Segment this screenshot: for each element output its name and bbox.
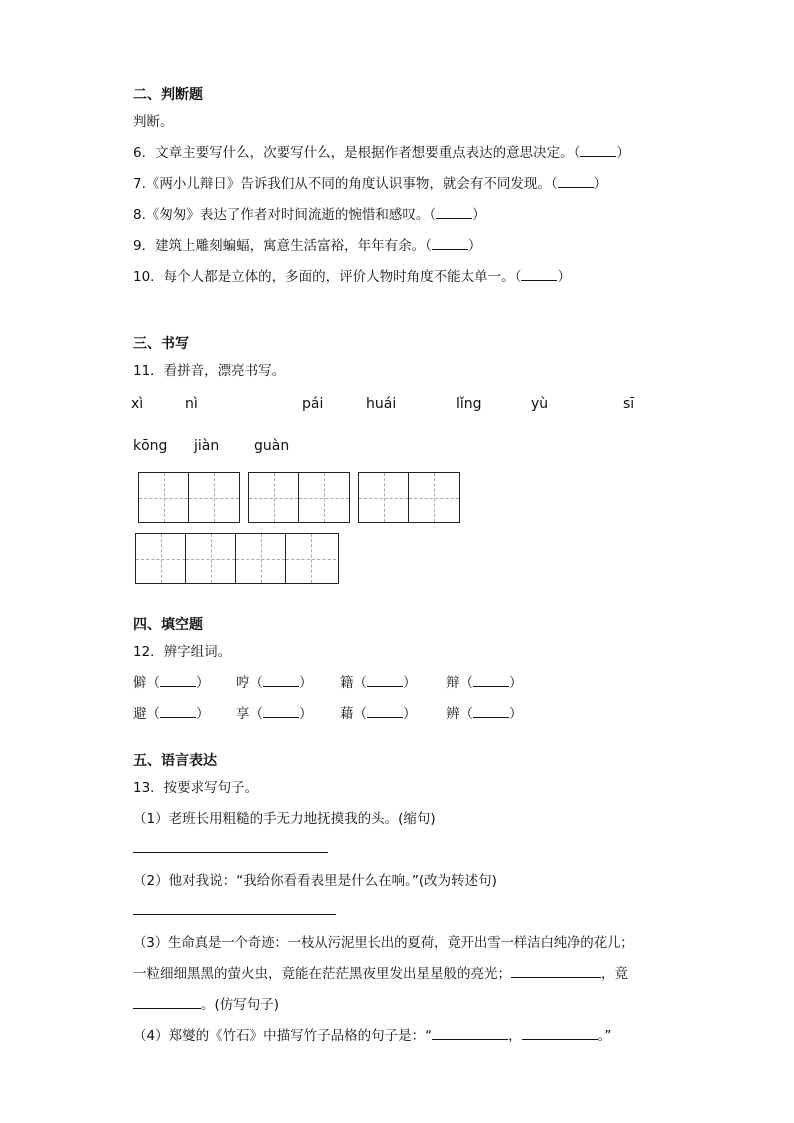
answer-line[interactable] <box>133 914 336 915</box>
answer-blank[interactable] <box>133 996 201 1009</box>
word-item: 哼（ ） <box>236 675 313 691</box>
question-7-text: 7.《两小儿辩日》告诉我们从不同的角度认识事物，就会有不同发现。 <box>133 176 551 192</box>
answer-blank[interactable] <box>367 705 403 718</box>
pinyin: kōng <box>133 438 168 454</box>
question-10-text: 10．每个人都是立体的，多面的，评价人物时角度不能太单一。 <box>133 269 515 285</box>
question-13: 13．按要求写句子。 <box>133 780 259 796</box>
answer-blank[interactable] <box>558 175 594 188</box>
pinyin: xì <box>131 396 144 412</box>
question-11: 11．看拼音，漂亮书写。 <box>133 363 286 379</box>
answer-blank[interactable] <box>436 206 472 219</box>
sentence-1: （1）老班长用粗糙的手无力地抚摸我的头。(缩句) <box>133 811 436 827</box>
section2-intro: 判断。 <box>133 114 174 130</box>
question-12: 12．辨字组词。 <box>133 644 232 660</box>
question-9-text: 9．建筑上雕刻蝙蝠，寓意生活富裕，年年有余。 <box>133 238 426 254</box>
answer-blank[interactable] <box>160 674 196 687</box>
question-6-text: 6．文章主要写什么，次要写什么，是根据作者想要重点表达的意思决定。 <box>133 145 574 161</box>
question-8-text: 8.《匆匆》表达了作者对时间流逝的惋惜和感叹。 <box>133 207 430 223</box>
answer-blank[interactable] <box>263 705 299 718</box>
word-item: 籍（ ） <box>340 675 417 691</box>
question-10: 10．每个人都是立体的，多面的，评价人物时角度不能太单一。（ ） <box>133 269 571 285</box>
answer-blank[interactable] <box>473 674 509 687</box>
word-item: 藉（ ） <box>340 706 417 722</box>
answer-blank[interactable] <box>160 705 196 718</box>
tianzige-box[interactable] <box>358 472 460 523</box>
pinyin: huái <box>366 396 397 412</box>
pinyin: jiàn <box>194 438 220 454</box>
pinyin: guàn <box>254 438 290 454</box>
answer-blank[interactable] <box>432 1027 508 1040</box>
question-9: 9．建筑上雕刻蝙蝠，寓意生活富裕，年年有余。（ ） <box>133 238 482 254</box>
word-item: 僻（ ） <box>133 675 210 691</box>
answer-blank[interactable] <box>580 144 616 157</box>
section3-title: 三、书写 <box>133 336 189 352</box>
word-item: 辩（ ） <box>446 675 523 691</box>
pinyin: pái <box>302 396 324 412</box>
sentence-2: （2）他对我说：“我给你看看表里是什么在响。”(改为转述句) <box>133 873 497 889</box>
question-6: 6．文章主要写什么，次要写什么，是根据作者想要重点表达的意思决定。（ ） <box>133 145 630 161</box>
section5-title: 五、语言表达 <box>133 753 217 769</box>
answer-blank[interactable] <box>432 237 468 250</box>
word-item: 辨（ ） <box>446 706 523 722</box>
pinyin: nì <box>185 396 198 412</box>
pinyin: sī <box>623 396 635 412</box>
answer-blank[interactable] <box>263 674 299 687</box>
word-item: 享（ ） <box>236 706 313 722</box>
answer-blank[interactable] <box>473 705 509 718</box>
section4-title: 四、填空题 <box>133 617 203 633</box>
sentence-3-line1: （3）生命真是一个奇迹：一枝从污泥里长出的夏荷，竟开出雪一样洁白纯净的花儿； <box>133 935 634 951</box>
tianzige-box[interactable] <box>248 472 350 523</box>
sentence-4: （4）郑燮的《竹石》中描写竹子品格的句子是：“ ， 。” <box>133 1028 612 1044</box>
answer-line[interactable] <box>133 852 328 853</box>
pinyin: yù <box>531 396 549 412</box>
answer-blank[interactable] <box>522 1027 598 1040</box>
sentence-3-line3: 。(仿写句子) <box>133 993 279 1013</box>
answer-blank[interactable] <box>521 268 557 281</box>
pinyin: lǐng <box>456 396 482 412</box>
tianzige-box[interactable] <box>138 472 240 523</box>
section2-title: 二、判断题 <box>133 87 203 103</box>
tianzige-box[interactable] <box>135 533 339 584</box>
answer-blank[interactable] <box>367 674 403 687</box>
sentence-3-line2: 一粒细细黑黑的萤火虫，竟能在茫茫黑夜里发出星星般的亮光； ，竟 <box>133 966 628 982</box>
question-7: 7.《两小儿辩日》告诉我们从不同的角度认识事物，就会有不同发现。（ ） <box>133 176 608 192</box>
word-item: 避（ ） <box>133 706 210 722</box>
answer-blank[interactable] <box>511 965 601 978</box>
question-8: 8.《匆匆》表达了作者对时间流逝的惋惜和感叹。（ ） <box>133 207 486 223</box>
